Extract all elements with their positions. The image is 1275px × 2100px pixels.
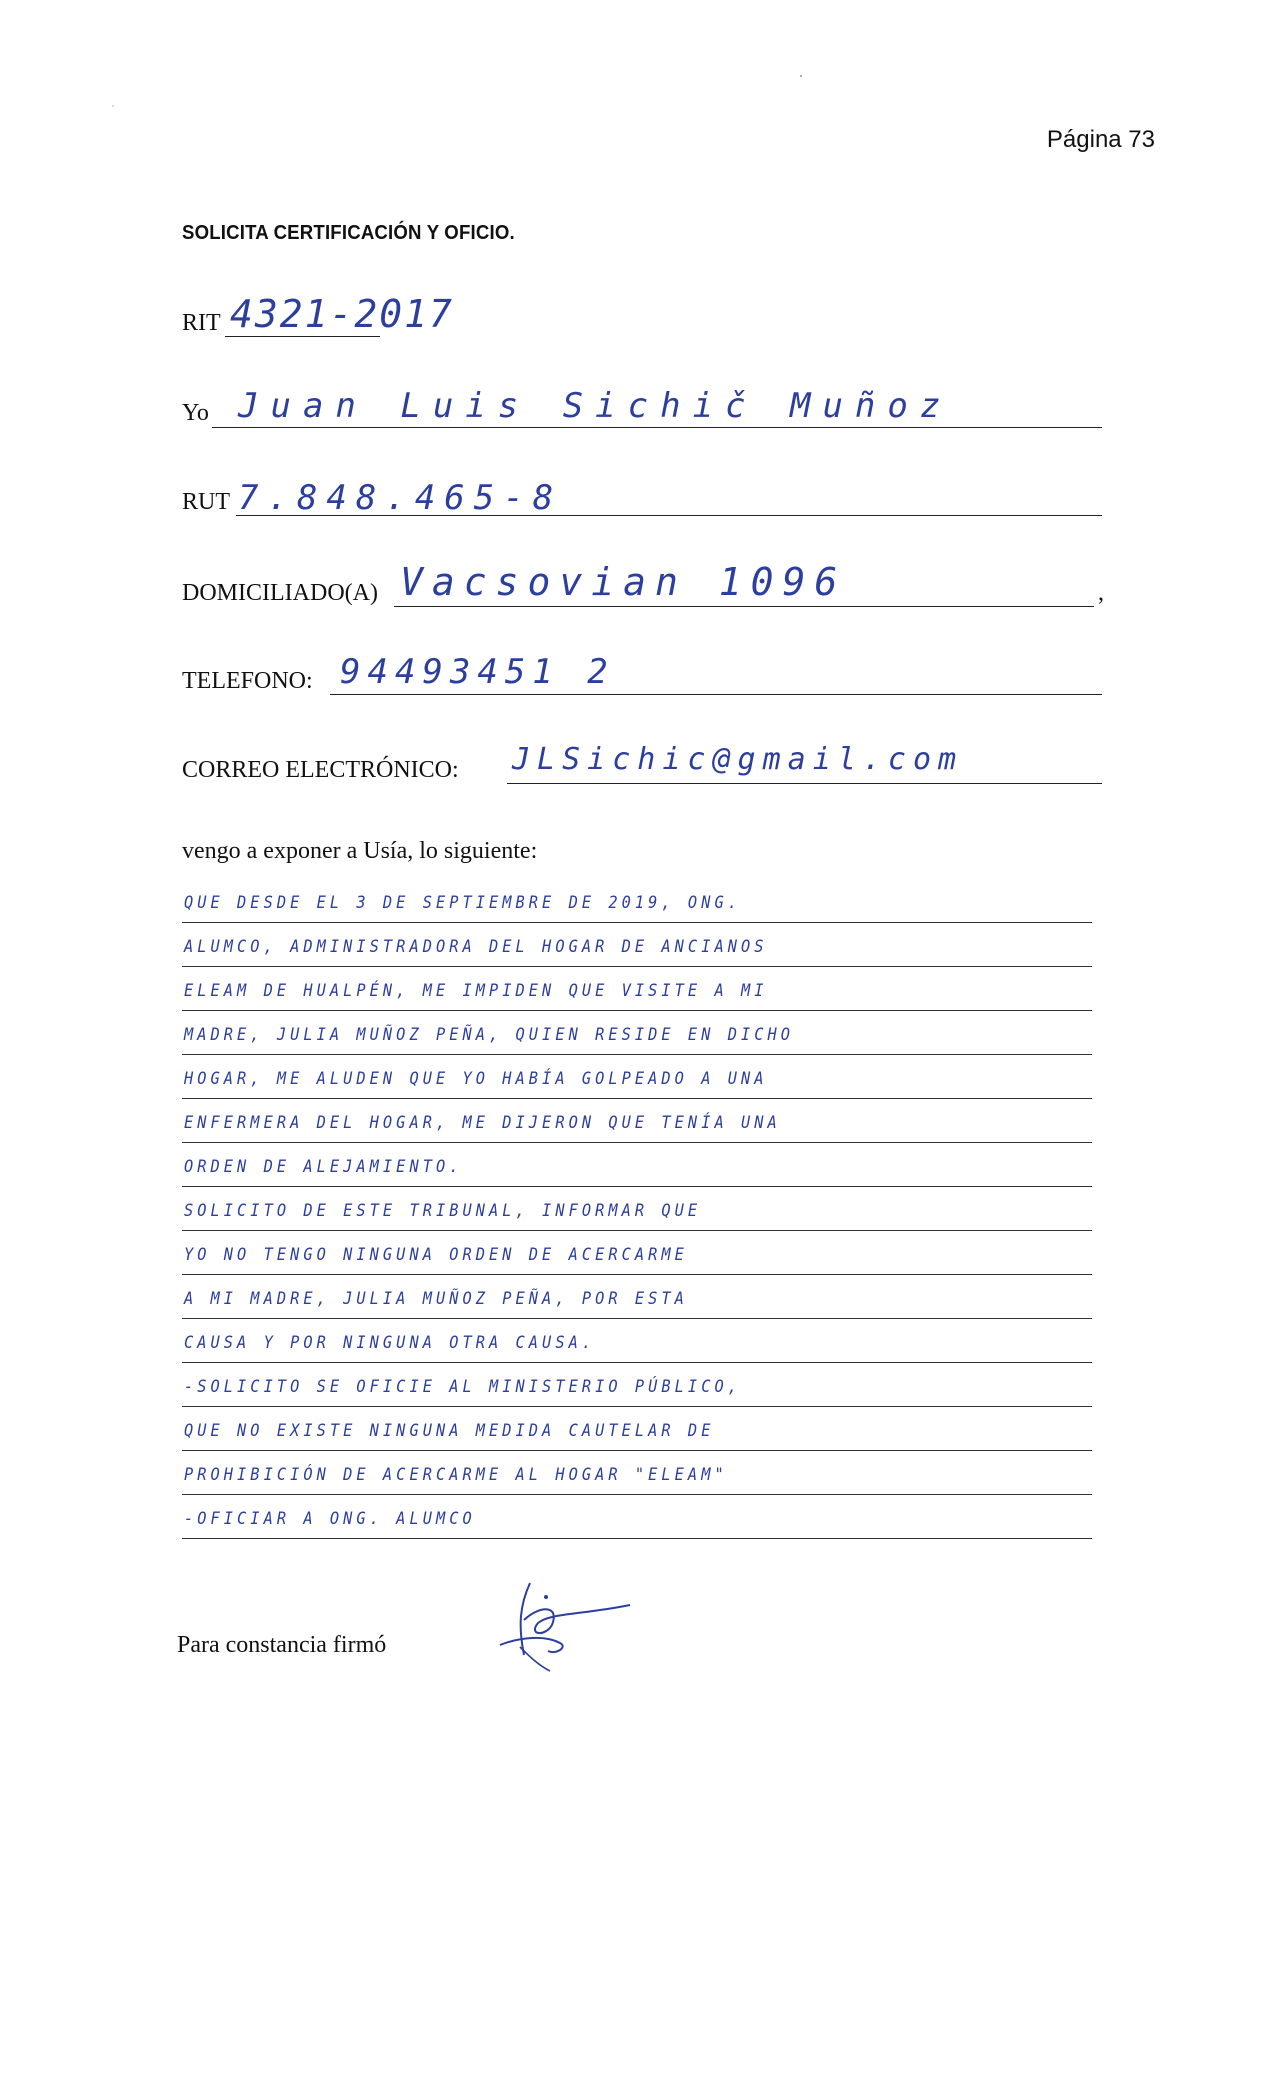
domicilio-label: DOMICILIADO(A) bbox=[182, 580, 378, 606]
body-line: ENFERMERA DEL HOGAR, ME DIJERON QUE TENÍA UNA bbox=[184, 1113, 781, 1133]
body-line: -SOLICITO SE OFICIE AL MINISTERIO PÚBLICO, bbox=[184, 1377, 741, 1397]
body-line: QUE NO EXISTE NINGUNA MEDIDA CAUTELAR DE bbox=[184, 1421, 715, 1441]
body-rule bbox=[182, 922, 1092, 923]
body-line: ALUMCO, ADMINISTRADORA DEL HOGAR DE ANCIANOS bbox=[184, 937, 768, 957]
body-rule bbox=[182, 1054, 1092, 1055]
domicilio-comma: , bbox=[1098, 580, 1104, 606]
body-line: HOGAR, ME ALUDEN QUE YO HABÍA GOLPEADO A UNA bbox=[184, 1069, 768, 1089]
body-rule bbox=[182, 1362, 1092, 1363]
body-rule bbox=[182, 1010, 1092, 1011]
scan-speck bbox=[112, 105, 114, 107]
yo-value: Juan Luis Sichič Muñoz bbox=[238, 386, 953, 426]
telefono-label: TELEFONO: bbox=[182, 668, 313, 694]
body-rule bbox=[182, 1098, 1092, 1099]
body-line: A MI MADRE, JULIA MUÑOZ PEÑA, POR ESTA bbox=[184, 1289, 688, 1309]
domicilio-value: Vacsovian 1096 bbox=[400, 560, 847, 604]
body-rule bbox=[182, 966, 1092, 967]
scan-speck bbox=[800, 75, 802, 77]
rut-value: 7.848.465-8 bbox=[238, 478, 563, 518]
correo-line bbox=[507, 783, 1102, 784]
body-line: ORDEN DE ALEJAMIENTO. bbox=[184, 1157, 463, 1177]
body-line: YO NO TENGO NINGUNA ORDEN DE ACERCARME bbox=[184, 1245, 688, 1265]
body-rule bbox=[182, 1450, 1092, 1451]
body-line: SOLICITO DE ESTE TRIBUNAL, INFORMAR QUE bbox=[184, 1201, 702, 1221]
rit-line bbox=[225, 336, 380, 337]
document-title: SOLICITA CERTIFICACIÓN Y OFICIO. bbox=[182, 222, 515, 244]
closing-text: Para constancia firmó bbox=[177, 1632, 387, 1658]
signature-image bbox=[490, 1575, 640, 1675]
body-line: QUE DESDE EL 3 DE SEPTIEMBRE DE 2019, ONG. bbox=[184, 893, 741, 913]
body-rule bbox=[182, 1494, 1092, 1495]
rit-value: 4321-2017 bbox=[230, 292, 454, 336]
correo-value: JLSichic@gmail.com bbox=[512, 742, 964, 777]
page-number: Página 73 bbox=[1046, 126, 1155, 153]
body-line: -OFICIAR A ONG. ALUMCO bbox=[184, 1509, 476, 1529]
body-rule bbox=[182, 1142, 1092, 1143]
yo-line bbox=[212, 427, 1102, 428]
intro-text: vengo a exponer a Usía, lo siguiente: bbox=[182, 838, 538, 864]
body-rule bbox=[182, 1318, 1092, 1319]
yo-label: Yo bbox=[182, 400, 209, 426]
domicilio-line bbox=[394, 606, 1094, 607]
body-rule bbox=[182, 1538, 1092, 1539]
body-line: ELEAM DE HUALPÉN, ME IMPIDEN QUE VISITE A MI bbox=[184, 981, 768, 1001]
telefono-value: 94493451 2 bbox=[340, 652, 615, 692]
body-rule bbox=[182, 1230, 1092, 1231]
body-rule bbox=[182, 1274, 1092, 1275]
telefono-line bbox=[330, 694, 1102, 695]
correo-label: CORREO ELECTRÓNICO: bbox=[182, 757, 459, 783]
body-line: MADRE, JULIA MUÑOZ PEÑA, QUIEN RESIDE EN DICHO bbox=[184, 1025, 795, 1045]
body-rule bbox=[182, 1186, 1092, 1187]
body-line: PROHIBICIÓN DE ACERCARME AL HOGAR "ELEAM" bbox=[184, 1465, 728, 1485]
body-line: CAUSA Y POR NINGUNA OTRA CAUSA. bbox=[184, 1333, 596, 1353]
rit-label: RIT bbox=[182, 310, 221, 336]
rut-label: RUT bbox=[182, 489, 230, 515]
body-rule bbox=[182, 1406, 1092, 1407]
